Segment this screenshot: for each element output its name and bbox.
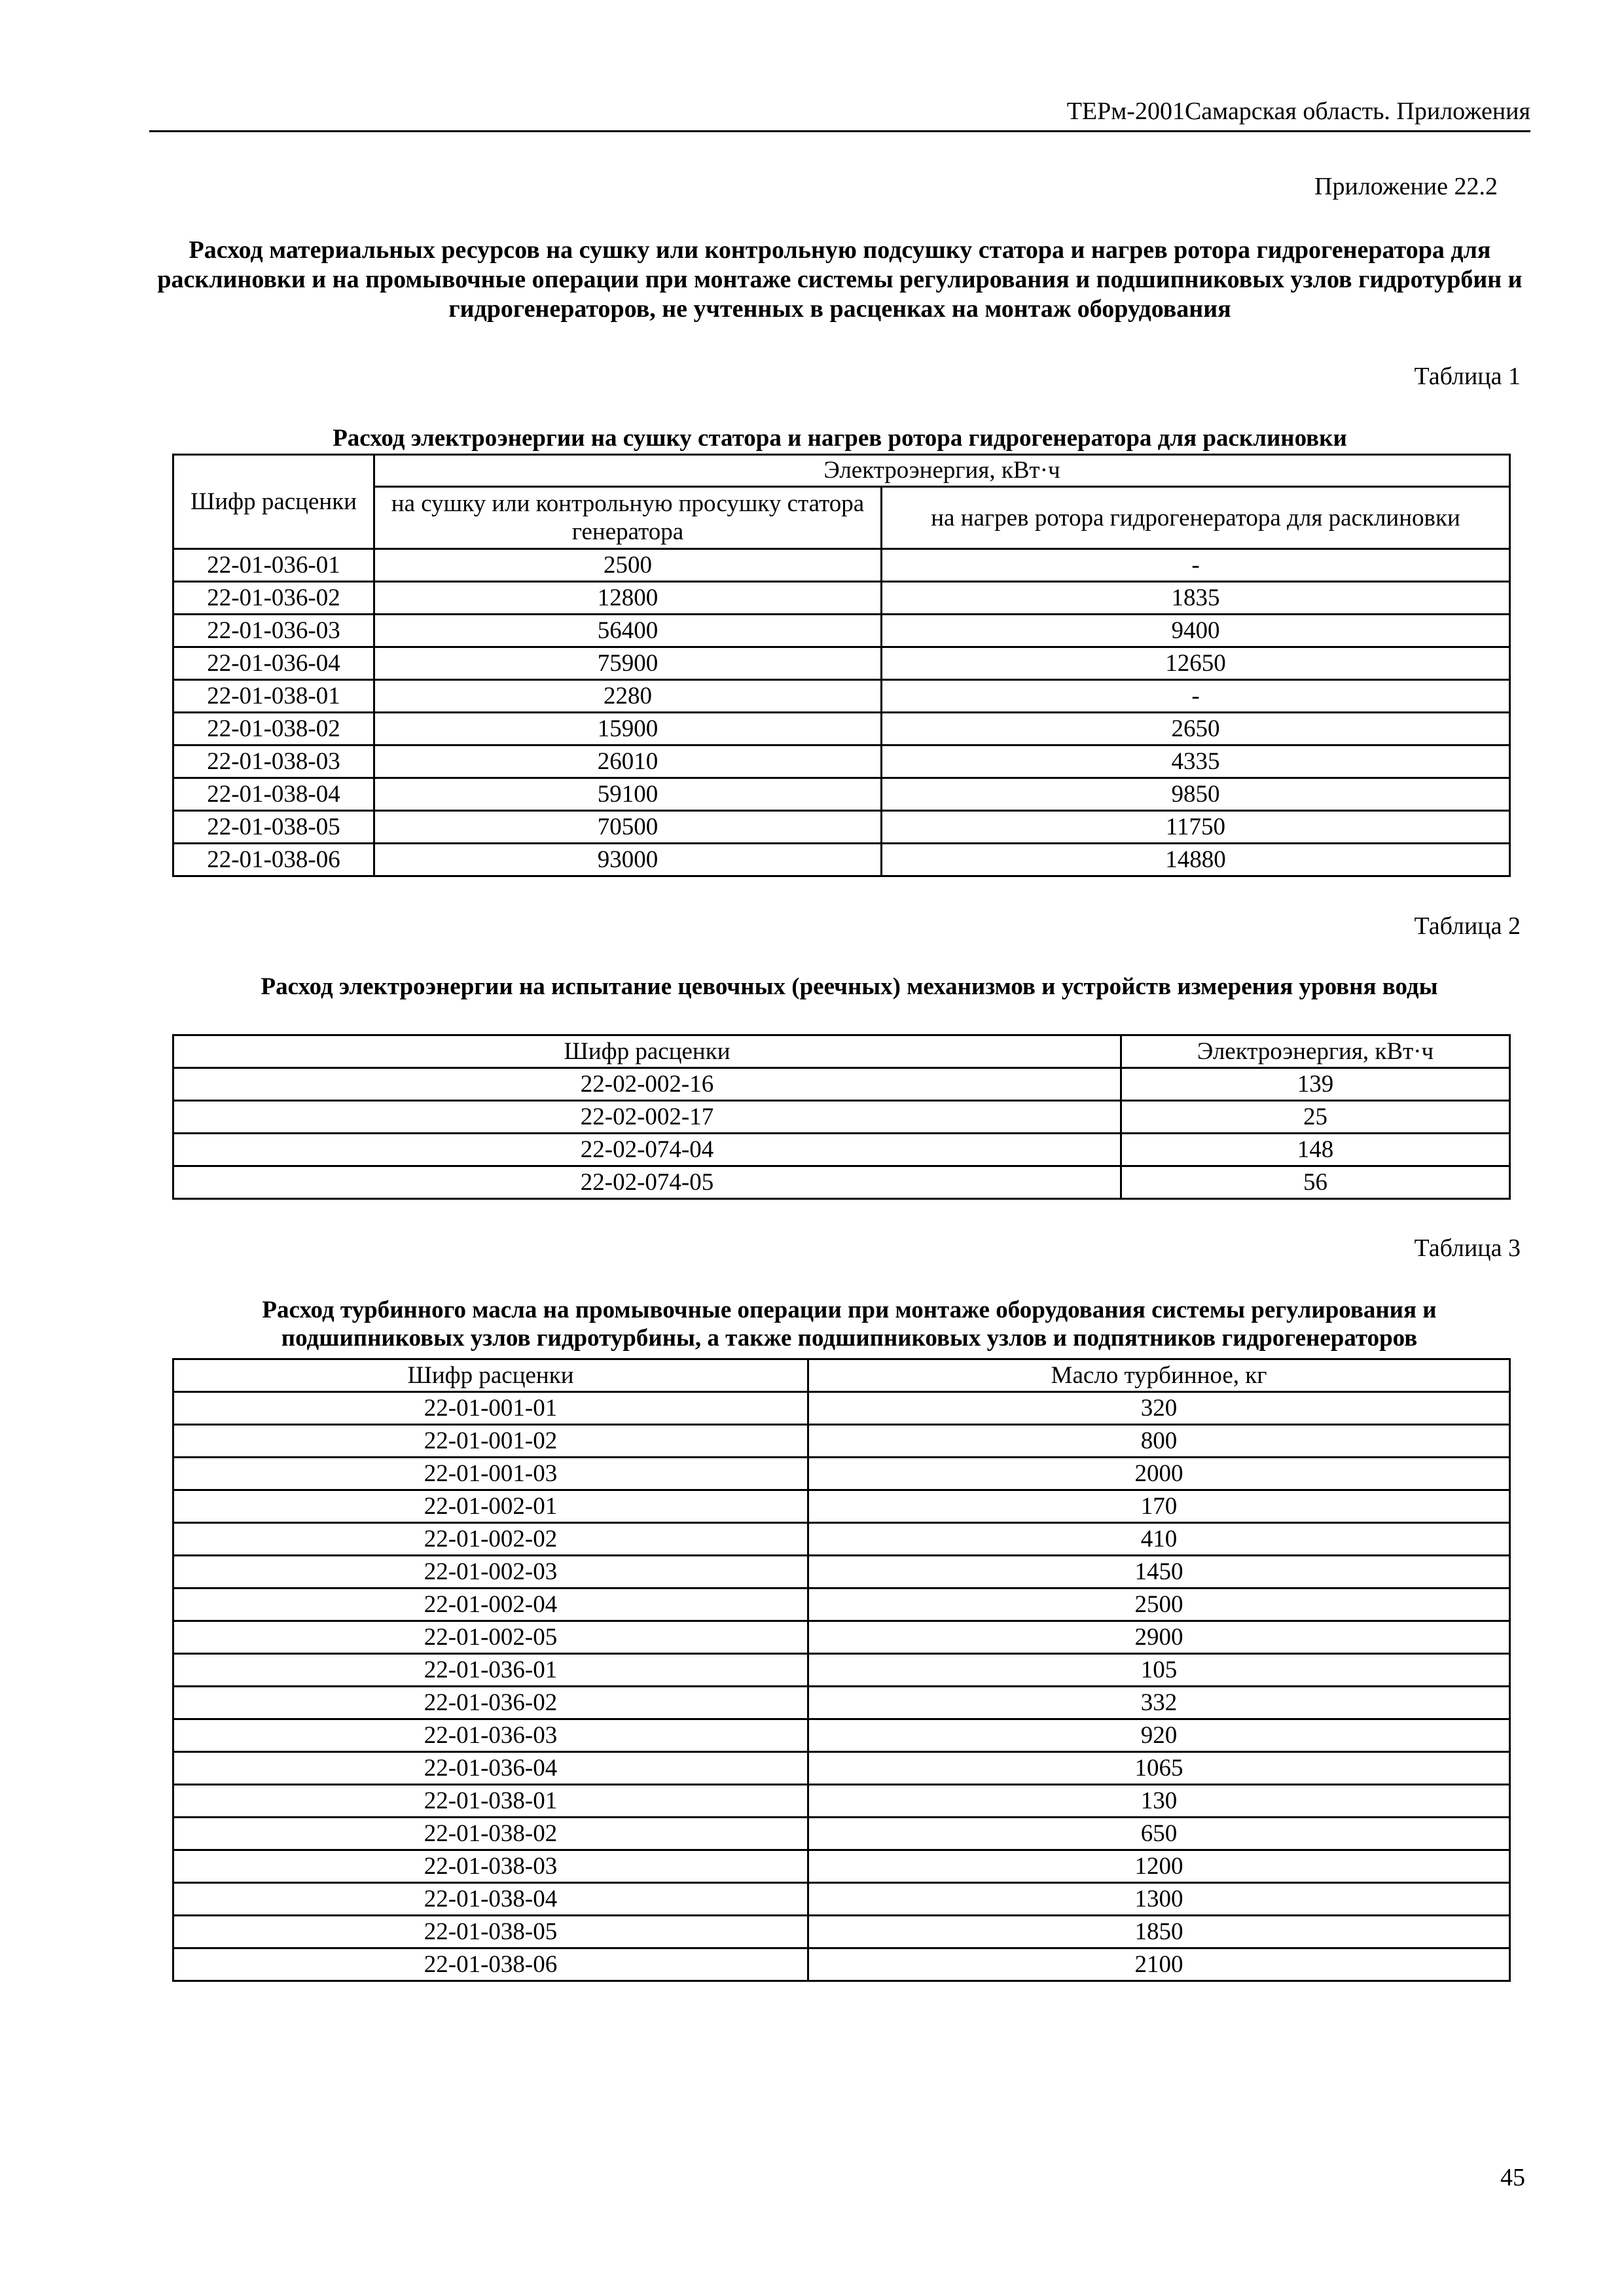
oil-cell: 1450 bbox=[808, 1556, 1510, 1588]
table-row bbox=[173, 778, 1510, 811]
table-row bbox=[173, 1719, 1510, 1752]
energy-cell: 148 bbox=[1121, 1134, 1510, 1166]
main-title: Расход материальных ресурсов на сушку или контрольную подсушку статора и нагрев ротора гидрогенератора для расклиновки и на промывочные операции при монтаже системы регулирования и подшипниковых узлов гидротурбин и гидрогенераторов, не учтенных в расценках на монтаж оборудования bbox=[157, 236, 1523, 323]
rate-code-cell: 22-02-074-05 bbox=[173, 1166, 1121, 1199]
header-rule bbox=[149, 130, 1530, 132]
table-row bbox=[173, 1948, 1510, 1981]
table3-title: Расход турбинного масла на промывочные операции при монтаже оборудования системы регулирования и подшипниковых узлов гидротурбины, а также подшипниковых узлов и подпятников гидрогенераторов bbox=[262, 1297, 1437, 1352]
heating-energy-cell: 1835 bbox=[882, 582, 1510, 615]
drying-energy-cell: 56400 bbox=[374, 615, 882, 647]
table-row bbox=[173, 1458, 1510, 1490]
table-row bbox=[173, 745, 1510, 778]
drying-energy-cell: 75900 bbox=[374, 647, 882, 680]
table-row bbox=[173, 1068, 1510, 1101]
drying-energy-cell: 2500 bbox=[374, 549, 882, 582]
oil-cell: 1300 bbox=[808, 1883, 1510, 1916]
rate-code-cell: 22-01-038-02 bbox=[173, 713, 374, 745]
drying-energy-cell: 15900 bbox=[374, 713, 882, 745]
oil-cell: 170 bbox=[808, 1490, 1510, 1523]
rate-code-cell: 22-01-001-03 bbox=[173, 1458, 808, 1490]
table-row bbox=[173, 1621, 1510, 1654]
rate-code-cell: 22-01-038-05 bbox=[173, 1916, 808, 1948]
oil-cell: 800 bbox=[808, 1425, 1510, 1458]
rate-code-cell: 22-01-036-03 bbox=[173, 615, 374, 647]
table-row bbox=[173, 680, 1510, 713]
table1-caption: Таблица 1 bbox=[1414, 363, 1521, 390]
table-row bbox=[173, 713, 1510, 745]
table3-header-oil: Масло турбинное, кг bbox=[808, 1359, 1510, 1392]
table-row bbox=[173, 1916, 1510, 1948]
rate-code-cell: 22-01-038-04 bbox=[173, 1883, 808, 1916]
oil-cell: 332 bbox=[808, 1687, 1510, 1719]
table2 bbox=[172, 1034, 1511, 1200]
rate-code-cell: 22-01-036-02 bbox=[173, 582, 374, 615]
table-row bbox=[173, 1687, 1510, 1719]
rate-code-cell: 22-01-038-04 bbox=[173, 778, 374, 811]
drying-energy-cell: 12800 bbox=[374, 582, 882, 615]
energy-cell: 25 bbox=[1121, 1101, 1510, 1134]
rate-code-cell: 22-01-036-02 bbox=[173, 1687, 808, 1719]
drying-energy-cell: 93000 bbox=[374, 844, 882, 876]
table-row bbox=[173, 1556, 1510, 1588]
heating-energy-cell: 9850 bbox=[882, 778, 1510, 811]
oil-cell: 1200 bbox=[808, 1850, 1510, 1883]
oil-cell: 105 bbox=[808, 1654, 1510, 1687]
table1-header-drying: на сушку или контрольную просушку статора генератора bbox=[374, 487, 882, 549]
energy-cell: 56 bbox=[1121, 1166, 1510, 1199]
table2-title: Расход электроэнергии на испытание цевочных (реечных) механизмов и устройств измерения уровня воды bbox=[261, 973, 1438, 1000]
heating-energy-cell: - bbox=[882, 680, 1510, 713]
oil-cell: 650 bbox=[808, 1818, 1510, 1850]
table-row bbox=[173, 1392, 1510, 1425]
rate-code-cell: 22-01-036-03 bbox=[173, 1719, 808, 1752]
table3 bbox=[172, 1358, 1511, 1982]
table-row bbox=[173, 582, 1510, 615]
rate-code-cell: 22-01-001-02 bbox=[173, 1425, 808, 1458]
rate-code-cell: 22-01-038-03 bbox=[173, 1850, 808, 1883]
table-row bbox=[173, 1425, 1510, 1458]
oil-cell: 1850 bbox=[808, 1916, 1510, 1948]
table1-header-code: Шифр расценки bbox=[173, 455, 374, 549]
table-row bbox=[173, 811, 1510, 844]
drying-energy-cell: 2280 bbox=[374, 680, 882, 713]
table-row bbox=[173, 615, 1510, 647]
table-row bbox=[173, 1588, 1510, 1621]
oil-cell: 920 bbox=[808, 1719, 1510, 1752]
table-row bbox=[173, 1883, 1510, 1916]
drying-energy-cell: 70500 bbox=[374, 811, 882, 844]
heating-energy-cell: 11750 bbox=[882, 811, 1510, 844]
heating-energy-cell: 14880 bbox=[882, 844, 1510, 876]
oil-cell: 2000 bbox=[808, 1458, 1510, 1490]
drying-energy-cell: 26010 bbox=[374, 745, 882, 778]
table-row bbox=[173, 1752, 1510, 1785]
rate-code-cell: 22-01-036-01 bbox=[173, 1654, 808, 1687]
rate-code-cell: 22-01-036-04 bbox=[173, 1752, 808, 1785]
table-row bbox=[173, 1785, 1510, 1818]
table-row bbox=[173, 1101, 1510, 1134]
rate-code-cell: 22-01-038-01 bbox=[173, 680, 374, 713]
rate-code-cell: 22-01-036-01 bbox=[173, 549, 374, 582]
table3-caption: Таблица 3 bbox=[1414, 1234, 1521, 1262]
drying-energy-cell: 59100 bbox=[374, 778, 882, 811]
rate-code-cell: 22-01-036-04 bbox=[173, 647, 374, 680]
table2-header-code: Шифр расценки bbox=[173, 1035, 1121, 1068]
table-row bbox=[173, 1523, 1510, 1556]
rate-code-cell: 22-01-002-02 bbox=[173, 1523, 808, 1556]
table2-header-energy: Электроэнергия, кВт·ч bbox=[1121, 1035, 1510, 1068]
heating-energy-cell: 12650 bbox=[882, 647, 1510, 680]
rate-code-cell: 22-01-001-01 bbox=[173, 1392, 808, 1425]
page-number: 45 bbox=[1500, 2164, 1525, 2191]
rate-code-cell: 22-01-038-05 bbox=[173, 811, 374, 844]
table-row bbox=[173, 1134, 1510, 1166]
table1-title: Расход электроэнергии на сушку статора и нагрев ротора гидрогенератора для расклиновки bbox=[333, 425, 1347, 452]
heating-energy-cell: 2650 bbox=[882, 713, 1510, 745]
table-row bbox=[173, 549, 1510, 582]
rate-code-cell: 22-01-002-05 bbox=[173, 1621, 808, 1654]
rate-code-cell: 22-01-038-01 bbox=[173, 1785, 808, 1818]
table-row bbox=[173, 1850, 1510, 1883]
oil-cell: 2100 bbox=[808, 1948, 1510, 1981]
rate-code-cell: 22-01-002-01 bbox=[173, 1490, 808, 1523]
rate-code-cell: 22-01-038-06 bbox=[173, 1948, 808, 1981]
oil-cell: 2900 bbox=[808, 1621, 1510, 1654]
rate-code-cell: 22-01-038-03 bbox=[173, 745, 374, 778]
table-row bbox=[173, 647, 1510, 680]
table1 bbox=[172, 454, 1511, 877]
oil-cell: 130 bbox=[808, 1785, 1510, 1818]
heating-energy-cell: - bbox=[882, 549, 1510, 582]
rate-code-cell: 22-02-074-04 bbox=[173, 1134, 1121, 1166]
rate-code-cell: 22-02-002-16 bbox=[173, 1068, 1121, 1101]
running-header: ТЕРм-2001Самарская область. Приложения bbox=[1066, 98, 1530, 125]
energy-cell: 139 bbox=[1121, 1068, 1510, 1101]
oil-cell: 1065 bbox=[808, 1752, 1510, 1785]
rate-code-cell: 22-01-038-02 bbox=[173, 1818, 808, 1850]
heating-energy-cell: 9400 bbox=[882, 615, 1510, 647]
table-row bbox=[173, 1490, 1510, 1523]
oil-cell: 2500 bbox=[808, 1588, 1510, 1621]
rate-code-cell: 22-01-002-04 bbox=[173, 1588, 808, 1621]
appendix-label: Приложение 22.2 bbox=[1314, 173, 1498, 200]
heating-energy-cell: 4335 bbox=[882, 745, 1510, 778]
table3-header-code: Шифр расценки bbox=[173, 1359, 808, 1392]
table-row bbox=[173, 844, 1510, 876]
table1-header-group: Электроэнергия, кВт·ч bbox=[374, 455, 1510, 487]
table-row bbox=[173, 1166, 1510, 1199]
table1-header-heating: на нагрев ротора гидрогенератора для расклиновки bbox=[882, 487, 1510, 549]
oil-cell: 410 bbox=[808, 1523, 1510, 1556]
rate-code-cell: 22-01-038-06 bbox=[173, 844, 374, 876]
oil-cell: 320 bbox=[808, 1392, 1510, 1425]
table2-caption: Таблица 2 bbox=[1414, 912, 1521, 940]
table-row bbox=[173, 1654, 1510, 1687]
rate-code-cell: 22-01-002-03 bbox=[173, 1556, 808, 1588]
rate-code-cell: 22-02-002-17 bbox=[173, 1101, 1121, 1134]
table-row bbox=[173, 1818, 1510, 1850]
